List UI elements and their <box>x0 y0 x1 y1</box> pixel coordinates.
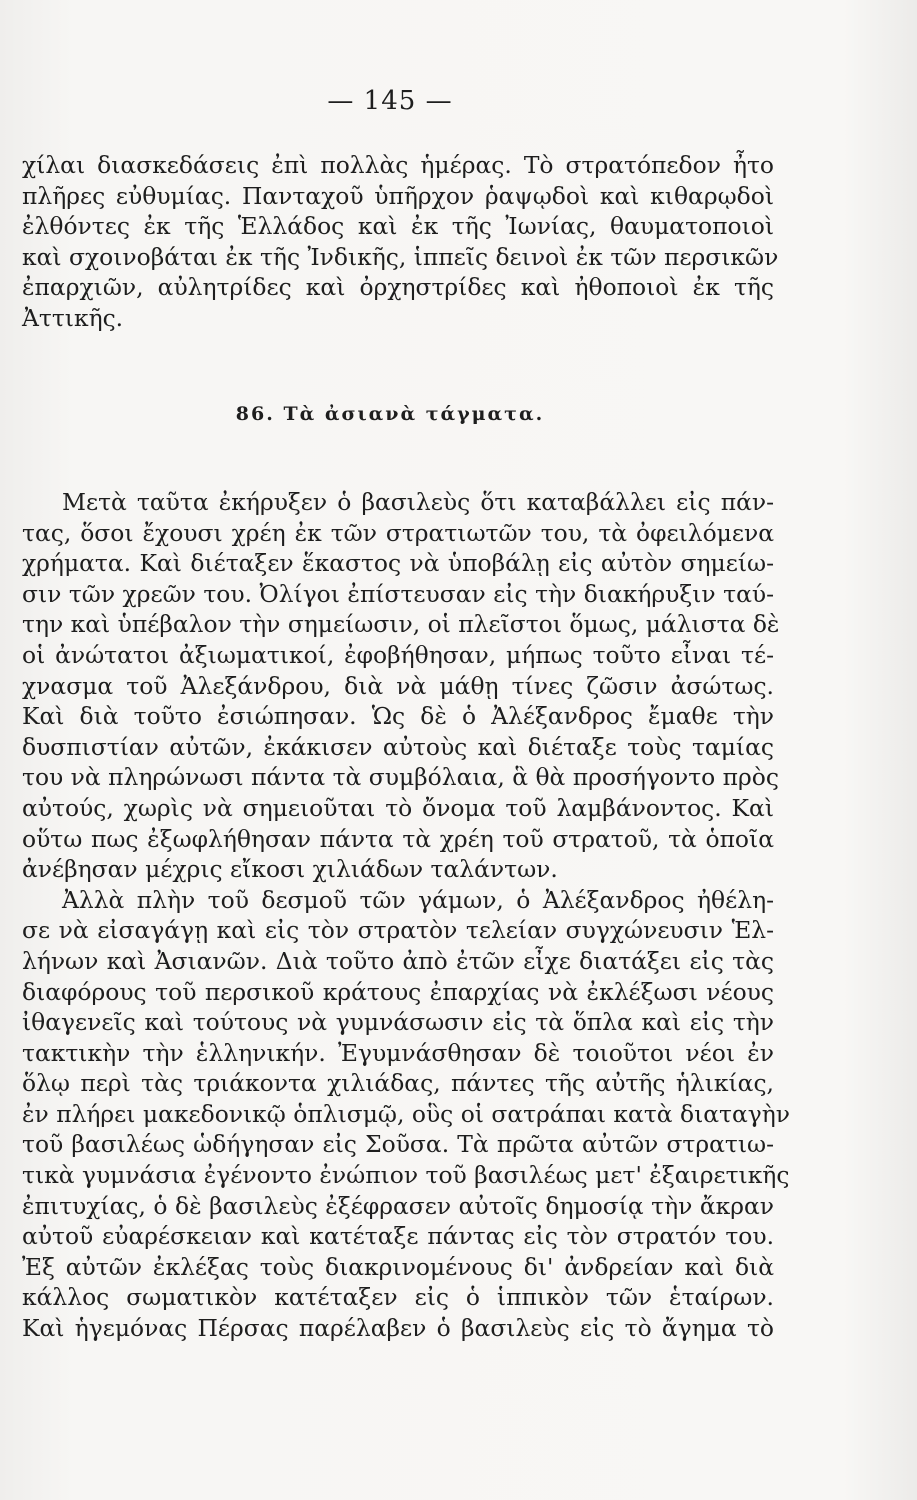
text-line: ἐν πλήρει μακεδονικῷ ὁπλισμῷ, οὓς οἱ σατράπαι κατὰ διαταγὴν <box>22 1099 791 1128</box>
text-line: του νὰ πληρώνωσι πάντα τὰ συμβόλαια, ἃ θὰ προσήγοντο πρὸς <box>22 763 779 792</box>
text-line: την καὶ ὑπέβαλον τὴν σημείωσιν, οἱ πλεῖστοι ὅμως, μάλιστα δὲ <box>22 610 780 639</box>
text-line: τακτικὴν τὴν ἑλληνικήν. Ἐγυμνάσθησαν δὲ τοιοῦτοι νέοι ἐν <box>22 1038 774 1067</box>
text-line: δυσπιστίαν αὐτῶν, ἐκάκισεν αὐτοὺς καὶ διέταξε τοὺς ταμίας <box>22 732 774 761</box>
paragraph-1 <box>22 150 779 334</box>
text-line: πλῆρες εὐθυμίας. Πανταχοῦ ὑπῆρχον ῥαψῳδοὶ καὶ κιθαρῳδοὶ <box>22 181 774 210</box>
section-heading: 86. Τὰ ἀσιανὰ τάγματα. <box>235 403 545 425</box>
text-line: ἐλθόντες ἐκ τῆς Ἑλλάδος καὶ ἐκ τῆς Ἰωνίας, θαυματοποιοὶ <box>22 212 774 241</box>
text-line: ἐπιτυχίας, ὁ δὲ βασιλεὺς ἐξέφρασεν αὐτοῖς δημοσίᾳ τὴν ἄκραν <box>22 1191 774 1220</box>
text-line: χρήματα. Καὶ διέταξεν ἕκαστος νὰ ὑποβάλῃ εἰς αὐτὸν σημείω- <box>22 549 774 578</box>
text-line: αὐτούς, χωρὶς νὰ σημειοῦται τὸ ὄνομα τοῦ λαμβάνοντος. Καὶ <box>22 793 774 822</box>
paragraph-2 <box>22 487 791 1344</box>
text-line: αὐτοῦ εὐαρέσκειαν καὶ κατέταξε πάντας εἰς τὸν στρατόν του. <box>22 1222 774 1251</box>
text-line: ἐπαρχιῶν, αὐλητρίδες καὶ ὀρχηστρίδες καὶ ἠθοποιοὶ ἐκ τῆς <box>22 273 774 302</box>
text-line: λήνων καὶ Ἀσιανῶν. Διὰ τοῦτο ἀπὸ ἐτῶν εἶχε διατάξει εἰς τὰς <box>22 946 774 975</box>
text-line: σε νὰ εἰσαγάγῃ καὶ εἰς τὸν στρατὸν τελείαν συγχώνευσιν Ἑλ- <box>22 916 774 945</box>
text-line: ὅλῳ περὶ τὰς τριάκοντα χιλιάδας, πάντες τῆς αὐτῆς ἡλικίας, <box>22 1069 774 1098</box>
page-number: — 145 — <box>327 86 453 116</box>
text-line: Μετὰ ταῦτα ἐκήρυξεν ὁ βασιλεὺς ὅτι καταβάλλει εἰς πάν- <box>62 488 774 516</box>
text-line: Ἀλλὰ πλὴν τοῦ δεσμοῦ τῶν γάμων, ὁ Ἀλέξανδρος ἠθέλη- <box>62 885 774 914</box>
text-line: ἀνέβησαν μέχρις εἴκοσι χιλιάδων ταλάντων. <box>22 855 558 884</box>
text-line: Ἀττικῆς. <box>22 303 124 332</box>
text-line: διαφόρους τοῦ περσικοῦ κράτους ἐπαρχίας νὰ ἐκλέξωσι νέους <box>22 977 774 1006</box>
text-line: σιν τῶν χρεῶν του. Ὀλίγοι ἐπίστευσαν εἰς τὴν διακήρυξιν ταύ- <box>22 579 774 608</box>
text-line: οἱ ἀνώτατοι ἀξιωματικοί, ἐφοβήθησαν, μήπως τοῦτο εἶναι τέ- <box>22 640 774 669</box>
text-line: χίλαι διασκεδάσεις ἐπὶ πολλὰς ἡμέρας. Τὸ στρατόπεδον ἦτο <box>22 151 774 179</box>
text-line: κάλλος σωματικὸν κατέταξεν εἰς ὁ ἱππικὸν τῶν ἑταίρων. <box>22 1283 774 1312</box>
text-line: ἰθαγενεῖς καὶ τούτους νὰ γυμνάσωσιν εἰς τὰ ὅπλα καὶ εἰς τὴν <box>22 1008 774 1037</box>
text-line: οὕτω πως ἐξωφλήθησαν πάντα τὰ χρέη τοῦ στρατοῦ, τὰ ὁποῖα <box>22 824 774 853</box>
text-line: χνασμα τοῦ Ἀλεξάνδρου, διὰ νὰ μάθῃ τίνες ζῶσιν ἀσώτως. <box>22 671 774 700</box>
text-line: τικὰ γυμνάσια ἐγένοντο ἐνώπιον τοῦ βασιλέως μετ' ἐξαιρετικῆς <box>22 1161 790 1190</box>
text-line: Καὶ ἡγεμόνας Πέρσας παρέλαβεν ὁ βασιλεὺς εἰς τὸ ἄγημα τὸ <box>22 1314 774 1343</box>
text-line: καὶ σχοινοβάται ἐκ τῆς Ἰνδικῆς, ἱππεῖς δεινοὶ ἐκ τῶν περσικῶν <box>22 242 779 271</box>
text-line: τοῦ βασιλέως ὡδήγησαν εἰς Σοῦσα. Τὰ πρῶτα αὐτῶν στρατιω- <box>22 1130 774 1159</box>
text-line: Καὶ διὰ τοῦτο ἐσιώπησαν. Ὡς δὲ ὁ Ἀλέξανδρος ἔμαθε τὴν <box>22 702 774 731</box>
text-line: τας, ὅσοι ἔχουσι χρέη ἐκ τῶν στρατιωτῶν του, τὰ ὀφειλόμενα <box>22 518 774 547</box>
text-line: Ἐξ αὐτῶν ἐκλέξας τοὺς διακρινομένους δι' ἀνδρείαν καὶ διὰ <box>22 1252 774 1281</box>
